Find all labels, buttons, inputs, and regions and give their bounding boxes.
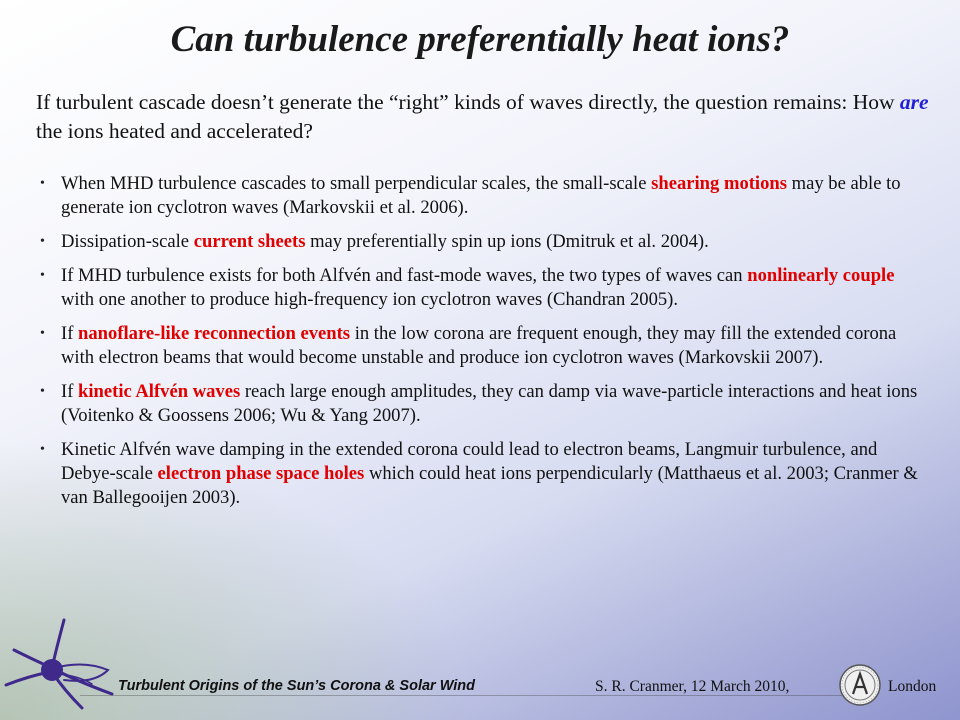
bullet-highlight: current sheets — [193, 231, 306, 252]
bullet-icon: • — [40, 176, 45, 191]
bullet-item — [40, 380, 920, 428]
slide-title: Can turbulence preferentially heat ions? — [170, 19, 790, 60]
bullet-item — [40, 264, 920, 312]
bullet-highlight: electron phase space holes — [157, 463, 365, 484]
bullet-highlight: shearing motions — [651, 173, 787, 194]
location: London — [888, 678, 937, 695]
bullet-item — [40, 438, 920, 510]
institution-seal-icon — [838, 663, 882, 712]
bullet-text: may preferentially spin up ions (Dmitruk et al. 2004). — [305, 231, 709, 252]
bullet-icon: • — [40, 234, 45, 249]
bullet-text: reach large enough amplitudes, they can damp via wave-particle interactions and heat ions (Voitenko & Goossens 2006; Wu & Yang 2007). — [61, 381, 918, 426]
bullet-text: If — [61, 323, 79, 344]
bullet-text: Dissipation-scale — [61, 231, 194, 252]
bullet-highlight: nanoflare-like reconnection events — [78, 323, 351, 344]
bullet-text: which could heat ions perpendicularly (Matthaeus et al. 2003; Cranmer & van Ballegooijen 2003). — [61, 463, 918, 508]
intro-paragraph — [36, 88, 936, 146]
bullet-highlight: kinetic Alfvén waves — [78, 381, 241, 402]
bullet-text: If MHD turbulence exists for both Alfvén and fast-mode waves, the two types of waves can — [61, 265, 748, 286]
bullet-icon: • — [40, 326, 45, 341]
bullet-highlight: nonlinearly couple — [747, 265, 895, 286]
footer — [0, 678, 960, 702]
bullet-text: may be able to generate ion cyclotron waves (Markovskii et al. 2006). — [61, 173, 901, 218]
bullet-icon: • — [40, 442, 45, 457]
bullet-text: Kinetic Alfvén wave damping in the extended corona could lead to electron beams, Langmuir turbulence, and Debye-scale — [61, 439, 878, 484]
bullet-list — [40, 172, 920, 520]
bullet-item — [40, 230, 920, 254]
conference-name: Turbulent Origins of the Sun’s Corona & Solar Wind — [118, 678, 476, 694]
bullet-text: When MHD turbulence cascades to small perpendicular scales, the small-scale — [61, 173, 652, 194]
bullet-text: with one another to produce high-frequency ion cyclotron waves (Chandran 2005). — [61, 289, 679, 310]
intro-text-end: the ions heated and accelerated? — [36, 119, 313, 143]
intro-emphasis: are — [899, 90, 929, 114]
bullet-icon: • — [40, 268, 45, 283]
bullet-item — [40, 322, 920, 370]
author-date: S. R. Cranmer, 12 March 2010, — [595, 678, 790, 695]
bullet-item — [40, 172, 920, 220]
intro-text-start: If turbulent cascade doesn’t generate the “right” kinds of waves directly, the question remains: How — [36, 90, 900, 114]
bullet-icon: • — [40, 384, 45, 399]
bullet-text: in the low corona are frequent enough, they may fill the extended corona with electron beams that would become unstable and produce ion cyclotron waves (Markovskii 2007). — [61, 323, 897, 368]
bullet-text: If — [61, 381, 79, 402]
